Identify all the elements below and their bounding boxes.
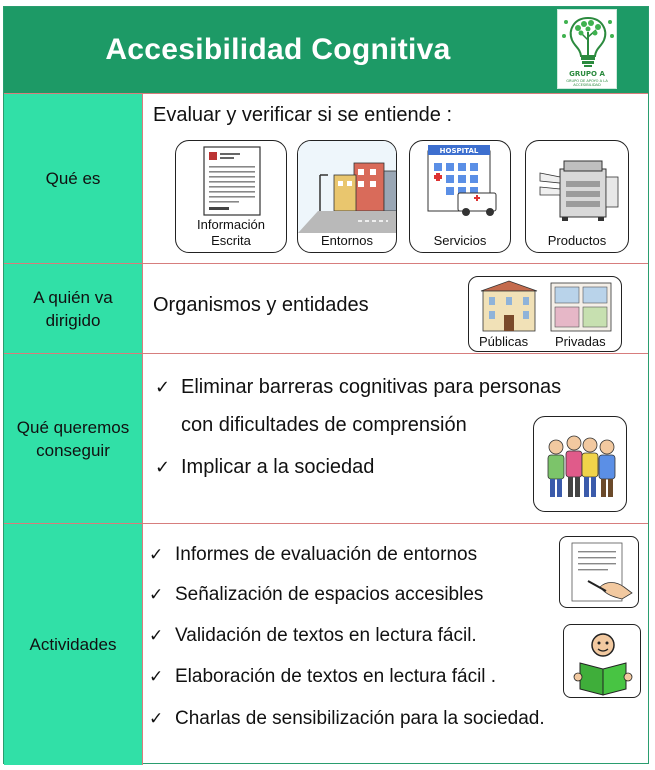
card-reading: [563, 624, 641, 698]
goal-item-2: ✓ Implicar a la sociedad: [155, 456, 375, 478]
row-label-que-es: Qué es: [4, 94, 142, 263]
row-body-actividades: [142, 524, 648, 765]
checkmark-icon: ✓: [149, 709, 164, 729]
printer-icon: [526, 141, 629, 233]
card-people: [533, 416, 627, 512]
document-icon: [176, 141, 287, 221]
street-icon: [298, 141, 397, 233]
que-es-intro: Evaluar y verificar si se entiende :: [153, 104, 453, 126]
card-organismos: [468, 276, 622, 352]
row-body-que-queremos: [142, 354, 648, 523]
card-productos: [525, 140, 629, 253]
row-body-a-quien: [142, 264, 648, 353]
activity-item-2: ✓ Señalización de espacios accesibles: [149, 584, 484, 605]
checkmark-icon: ✓: [149, 667, 164, 687]
logo-title: GRUPO A: [569, 70, 605, 78]
row-label-que-queremos: Qué queremos conseguir: [4, 354, 142, 523]
page-title: Accesibilidad Cognitiva: [105, 33, 451, 66]
row-body-que-es: [142, 94, 648, 263]
logo-subtitle: GRUPO DE APOYO A LA ACCESIBILIDAD: [566, 79, 608, 87]
card-entornos: [297, 140, 397, 253]
people-group-icon: [534, 417, 627, 512]
checkmark-icon: ✓: [149, 585, 164, 605]
info-sheet: [3, 6, 649, 764]
checkmark-icon: ✓: [149, 626, 164, 646]
lightbulb-tree-icon: [558, 10, 618, 70]
activity-item-3: ✓ Validación de textos en lectura fácil.: [149, 625, 477, 646]
card-label-entornos: Entornos: [320, 233, 374, 248]
goal-item-1: ✓ Eliminar barreras cognitivas para personas: [155, 376, 562, 398]
card-servicios: [409, 140, 511, 253]
checkmark-icon: ✓: [155, 377, 171, 398]
row-que-queremos: [4, 353, 648, 523]
label-publicas: Públicas: [479, 334, 529, 349]
reading-person-icon: [564, 625, 641, 698]
header-bar: [4, 7, 648, 93]
card-label-informacion: Información Escrita: [197, 217, 265, 248]
activity-item-5: ✓ Charlas de sensibilización para la sociedad.: [149, 708, 545, 729]
writing-hand-icon: [560, 537, 639, 608]
grupo-a-logo: [557, 9, 617, 89]
hospital-icon: [410, 141, 511, 233]
row-label-actividades: Actividades: [4, 524, 142, 765]
a-quien-text: Organismos y entidades: [153, 294, 369, 316]
goal-item-1-cont: con dificultades de comprensión: [181, 414, 467, 436]
card-writing: [559, 536, 639, 608]
hospital-sign: HOSPITAL: [439, 147, 479, 155]
row-label-a-quien: A quién va dirigido: [4, 264, 142, 353]
row-a-quien: [4, 263, 648, 353]
activity-item-1: ✓ Informes de evaluación de entornos: [149, 544, 478, 565]
checkmark-icon: ✓: [155, 457, 171, 478]
buildings-icon: [469, 277, 622, 335]
activity-item-4: ✓ Elaboración de textos en lectura fácil .: [149, 666, 497, 687]
card-label-productos: Productos: [547, 233, 607, 248]
card-label-servicios: Servicios: [433, 233, 487, 248]
row-que-es: [4, 93, 648, 263]
row-actividades: [4, 523, 648, 765]
card-informacion-escrita: [175, 140, 287, 253]
checkmark-icon: ✓: [149, 545, 164, 565]
label-privadas: Privadas: [555, 334, 606, 349]
